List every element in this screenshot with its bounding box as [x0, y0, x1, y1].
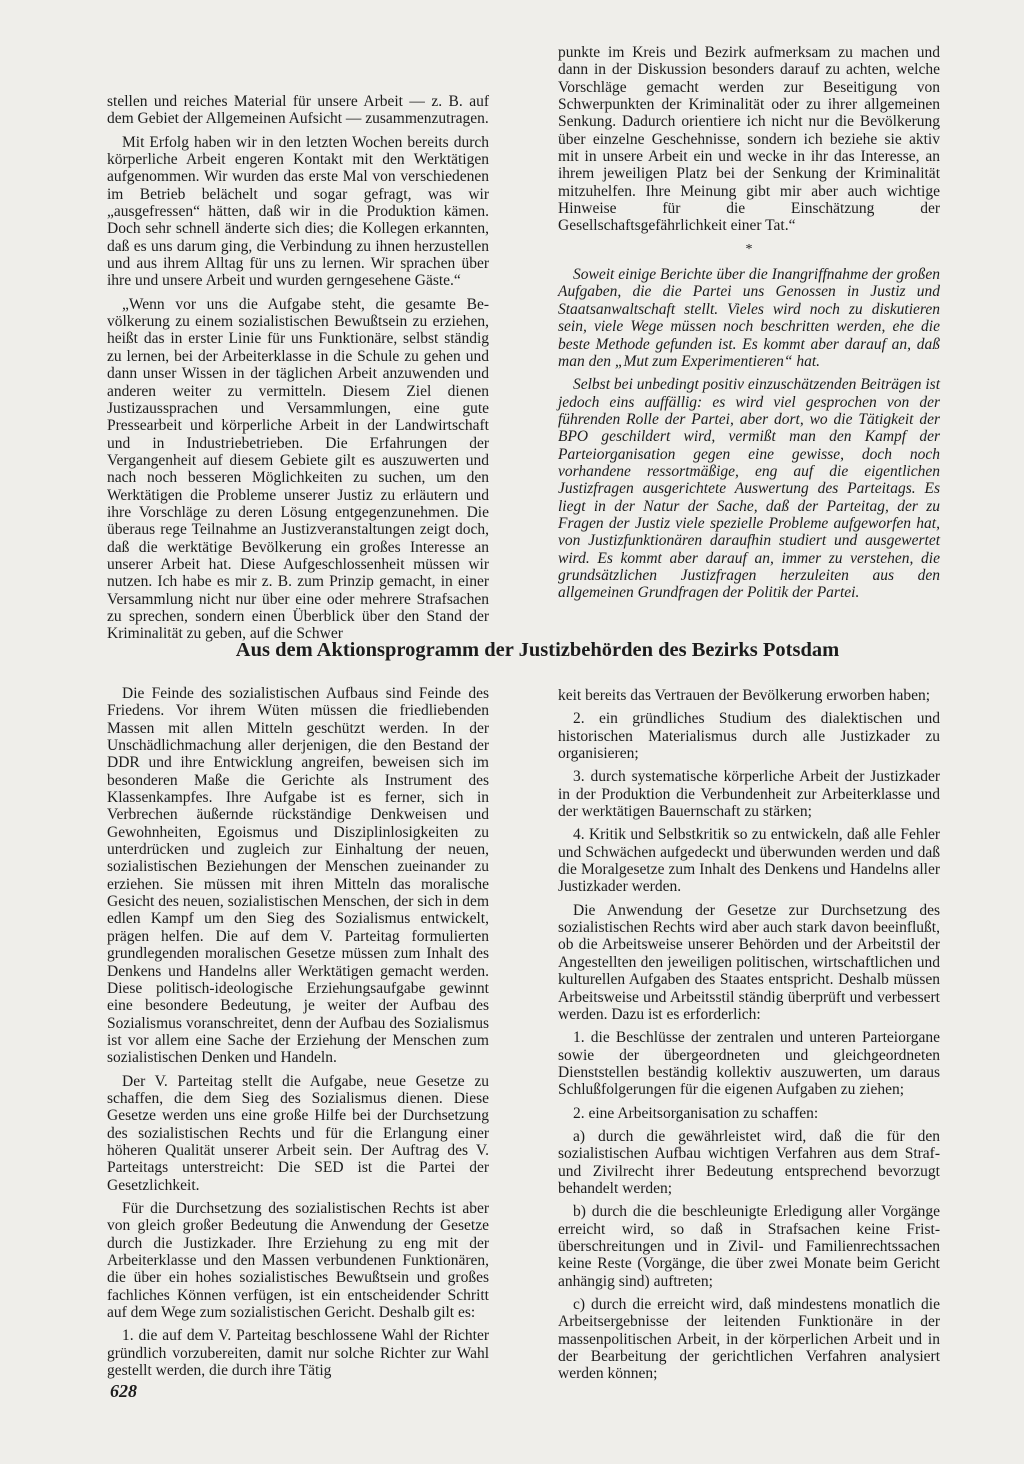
section-separator: * — [745, 241, 753, 257]
list-item: 3. durch systematische körperliche Arbeit der Justizkader in der Produktion die Verbundenheit zur Arbeiterklasse und der werktätigen Bauernschaft zu stärken; — [558, 768, 940, 821]
page-number: 628 — [110, 1381, 137, 1401]
list-item: 1. die auf dem V. Parteitag beschlossene Wahl der Richter gründlich vorzubereiten, damit nur solche Richter zur Wahl gestellt werden, die durch ihre Tätig — [107, 1327, 489, 1380]
top-right-column — [558, 44, 940, 602]
paragraph: Der V. Parteitag stellt die Aufgabe, neue Gesetze zu schaffen, die dem Sieg des Sozialismus dienen. Diese Gesetze werden uns eine große Hilfe bei der Durchsetzung des sozialistischen Rechts und für die Erlangung einer höheren Qualität unserer Arbeit sein. Der Auftrag des V. Parteitags unterstreicht: Die SED ist die Partei der Gesetzlichkeit. — [107, 1072, 489, 1194]
list-item: 1. die Beschlüsse der zentralen und unteren Parteiorgane sowie der übergeordneten und gleichgeordneten Dienststellen beständig kollektiv auszuwerten, um daraus Schlußfolgerungen für die eigenen Aufgaben zu ziehen; — [558, 1029, 940, 1099]
article-headline: Aus dem Aktionsprogramm der Justizbehörden des Bezirks Potsdam — [235, 639, 840, 661]
paragraph: Mit Erfolg haben wir in den letzten Wochen bereits durch körperliche Arbeit engeren Kontakt mit den Werktätigen aufgenommen. Wir wurden das erste Mal von verschiedenen im Betrieb belächelt und sogar gefragt, was wir „ausgefressen“ hätten, daß wir in die Produktion kämen. Doch sehr schnell änderte sich dies; die Kollegen erkannten, daß es uns darum ging, die Verbindung zu ihnen herzustellen und aus ihrem Alltag für uns zu lernen. Wir sprachen über ihre und unsere Arbeit und wurden gerngesehene Gäste.“ — [107, 133, 489, 290]
paragraph: Die Feinde des sozialistischen Aufbaus sind Feinde des Friedens. Vor ihrem Wüten müssen die friedliebenden Massen mit allen Mitteln geschützt werden. In der Unschädlichmachung aller derjenigen, die den Bestand der DDR und ihre Entwicklung angreifen, beweisen sich im besonderen Maße die Gerichte als Instrument des Klassenkampfes. Ihre Aufgabe ist es ferner, sich in Verbrechen äußernde rückständige Denkweisen und Gewohnheiten, Egoismus und Disziplinlosigkeiten zu unterdrücken und zugleich zur Einhaltung der neuen, sozialistischen Beziehungen der Menschen zueinander zu erziehen. Sie müssen mit ihren Mitteln das moralische Gesicht des neuen, sozialistischen Menschen, der sich in dem edlen Kampf um den Sieg des Sozialismus entwickelt, prägen helfen. Die auf dem V. Parteitag formulierten grundlegenden moralischen Gesetze müssen zum Inhalt des Denkens und Handelns aller Werktätigen gemacht werden. Diese politisch-ideologische Erziehungsaufgabe gewinnt eine besondere Bedeutung, je weiter der Aufbau des Sozialismus voranschreitet, denn der Aufbau des Sozialismus ist vor allem eine Sache der Erziehung der Menschen zum sozialistischen Denken und Handeln. — [107, 685, 489, 1067]
list-item: keit bereits das Vertrauen der Bevölkerung erworben haben; — [558, 687, 931, 704]
list-item: b) durch die die beschleunigte Erledigung aller Vorgänge erreicht wird, so daß in Strafsachen keine Fristüberschreitungen und in Zivil- und Familienrechtssachen keine Reste (Vorgänge, die über zwei Monate beim Gericht anhängig sind) auftreten; — [558, 1203, 940, 1290]
list-item: 2. ein gründliches Studium des dialektischen und historischen Materialismus durch alle Justizkader zu organisieren; — [558, 710, 940, 763]
paragraph: stellen und reiches Material für unsere Arbeit — z. B. auf dem Gebiet der Allgemeinen Aufsicht — zusammenzutragen. — [107, 93, 489, 128]
paragraph: Die Anwendung der Gesetze zur Durchsetzung des sozialistischen Rechts wird aber auch stark davon beeinflußt, ob die Arbeitsweise unserer Behörden und der Arbeitstil der Angestellten den jeweiligen politischen, wirtschaftlichen und kulturellen Aufgaben des Staates entspricht. Deshalb müssen Arbeitsweise und Arbeitsstil ständig überprüft und verbessert werden. Dazu ist es erforderlich: — [558, 901, 940, 1023]
paragraph: „Wenn vor uns die Aufgabe steht, die gesamte Bevölkerung zu einem sozialistischen Bewußtsein zu erziehen, heißt das in erster Linie für uns Funktionäre, selbst ständig zu lernen, bei der Arbeiterklasse in die Schule zu gehen und dann unser Wissen in der täglichen Arbeit anzuwenden und anderen weiter zu vermitteln. Diesem Ziel dienen Justizaussprachen und Versammlungen, eine gute Pressearbeit und körperliche Arbeit in der Landwirtschaft und in Industriebetrieben. Die Erfahrungen der Vergangenheit auf diesem Gebiete gilt es auszuwerten und nach noch besseren Möglichkeiten zu suchen, um den Werktätigen die Probleme unserer Justiz zu erläutern und ihre Vorschläge zu deren Lösung entgegenzunehmen. Die überaus rege Teilnahme an Justizveranstaltungen zeigt doch, daß die werktätige Bevölkerung ein großes Interesse an unserer Arbeit hat. Diese Aufgeschlossenheit müssen wir nutzen. Ich habe es mir z. B. zum Prinzip gemacht, in einer Versammlung nicht nur über eine oder mehrere Strafsachen zu sprechen, sondern einen Überblick über den Stand der Kriminalität zu geben, auf die Schwer — [107, 295, 489, 643]
list-item: c) durch die erreicht wird, daß mindestens monatlich die Arbeitsergebnisse der leitenden Funktionäre in der massenpolitischen Arbeit, in der körperlichen Arbeit und in der Bearbeitung der gerichtlichen Verfahren analysiert werden können; — [558, 1296, 940, 1383]
list-item: a) durch die gewährleistet wird, daß die für den sozialistischen Aufbau wichtigen Verfahren aus dem Straf- und Zivilrecht ihrer Bedeutung entsprechend bevorzugt behandelt werden; — [558, 1127, 940, 1197]
editorial-paragraph: Soweit einige Berichte über die Inangriffnahme der großen Aufgaben, die die Partei uns Genossen in Justiz und Staatsanwaltschaft stellt. Vieles wird noch zu diskutieren sein, viele Wege müssen noch beschritten werden, ehe die beste Methode gefunden ist. Es kommt aber darauf an, daß man den „Mut zum Experimentieren“ hat. — [558, 266, 940, 370]
top-left-column — [107, 93, 489, 643]
bottom-right-column — [558, 687, 940, 1383]
list-item: 4. Kritik und Selbstkritik so zu entwickeln, daß alle Fehler und Schwächen aufgedeckt und überwunden werden und daß die Moralgesetze zum Inhalt des Denkens und Handelns aller Justizkader werden. — [558, 826, 940, 896]
list-item: 2. eine Arbeitsorganisation zu schaffen: — [573, 1104, 819, 1122]
paragraph: Für die Durchsetzung des sozialistischen Rechts ist aber von gleich großer Bedeutung die Anwendung der Gesetze durch die Justizkader. Ihre Erziehung zu eng mit der Arbeiterklasse und den Massen verbundenen Funktionären, die über ein hohes sozialistisches Bewußtsein und großes fachliches Können verfügen, ist ein entscheidender Schritt auf dem Wege zum sozialistischen Gericht. Deshalb gilt es: — [107, 1199, 489, 1322]
bottom-left-column — [107, 685, 489, 1379]
editorial-paragraph: Selbst bei unbedingt positiv einzuschätzenden Beiträgen ist jedoch eins auffällig: es wird viel gesprochen von der führenden Rolle der Partei, aber dort, wo die Tätigkeit der BPO geschildert wird, vermißt man den Kampf der Parteiorganisation gegen eine gewisse, doch noch vorhandene ressortmäßige, eng auf die eigentlichen Justizfragen ausgerichtete Auswertung des Parteitags. Es liegt in der Natur der Sache, daß der Parteitag, der zu Fragen der Justiz viele spezielle Probleme aufgeworfen hat, von Justizfunktionären daraufhin studiert und ausgewertet wird. Es kommt aber darauf an, immer zu verstehen, die grundsätzlichen Justizfragen herzuleiten aus den allgemeinen Grundfragen der Politik der Partei. — [558, 376, 940, 602]
paragraph: punkte im Kreis und Bezirk aufmerksam zu machen und dann in der Diskussion besonders darauf zu achten, welche Vorschläge gemacht werden zur Beseitigung von Schwerpunkten der Kriminalität oder zu ihrer allgemeinen Senkung. Dadurch orientiere ich nicht nur die Bevölkerung über einzelne Geschehnisse, sondern ich beziehe sie aktiv mit in unsere Arbeit ein und wecke in ihr das Interesse, an ihrem jeweiligen Platz bei der Senkung der Kriminalität mitzuhelfen. Ihre Meinung gibt mir aber auch wichtige Hinweise für die Einschätzung der Gesellschaftsgefährlichkeit einer Tat.“ — [558, 44, 940, 235]
